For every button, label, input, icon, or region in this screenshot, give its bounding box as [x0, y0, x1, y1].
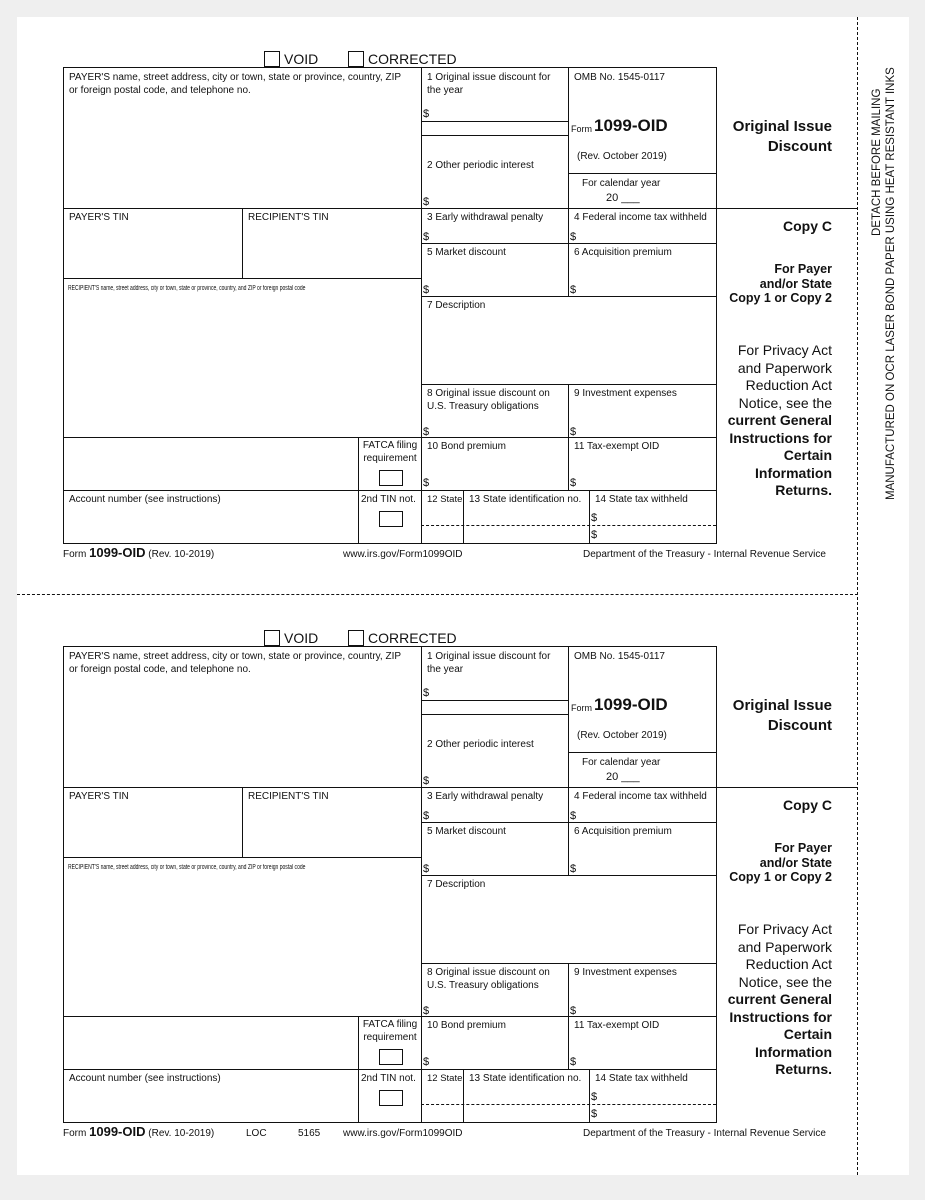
box5-dollar: $ [423, 284, 430, 296]
void-checkbox[interactable] [264, 51, 280, 67]
calendar-year-label: For calendar year [582, 757, 661, 768]
box2-dollar: $ [423, 775, 430, 787]
corrected-label: CORRECTED [368, 630, 457, 646]
payer-tin-label: PAYER'S TIN [69, 791, 129, 802]
copy-label: Copy C [783, 218, 832, 234]
recipient-name-field[interactable] [64, 296, 420, 436]
payer-tin-label: PAYER'S TIN [69, 212, 129, 223]
for-payer-line3: Copy 1 or Copy 2 [729, 870, 832, 884]
form-title-line2: Discount [767, 138, 832, 155]
box9-label: 9 Investment expenses [574, 967, 677, 978]
footer-form-name: 1099-OID [89, 545, 146, 560]
form-1099-oid-top [0, 50, 925, 570]
footer-form-prefix: Form [63, 1128, 87, 1139]
box14-dollar-1: $ [591, 512, 598, 524]
box14-dollar-2: $ [591, 1108, 598, 1120]
footer-url: www.irs.gov/Form1099OID [343, 1128, 463, 1139]
footer-url: www.irs.gov/Form1099OID [343, 549, 463, 560]
privacy-line7: Certain [783, 447, 832, 463]
calendar-year-field[interactable]: 20 ___ [606, 771, 640, 783]
box2-label: 2 Other periodic interest [427, 160, 534, 171]
recipient-tin-label: RECIPIENT'S TIN [248, 791, 329, 802]
box11-label: 11 Tax-exempt OID [574, 441, 660, 452]
privacy-line6: Instructions for [729, 429, 832, 446]
fatca-checkbox[interactable] [379, 1049, 403, 1065]
box10-label: 10 Bond premium [427, 1020, 506, 1031]
form-revision: (Rev. October 2019) [577, 151, 667, 162]
box7-label: 7 Description [427, 300, 486, 311]
footer-form-prefix: Form [63, 549, 87, 560]
form-prefix: Form [571, 124, 592, 134]
privacy-line9: Returns. [775, 1061, 832, 1077]
box5-dollar: $ [423, 863, 430, 875]
box2-field[interactable] [432, 190, 567, 207]
form-title-line1: Original Issue [732, 118, 832, 135]
fatca-label: FATCA filing requirement [362, 440, 418, 464]
box1-label: 1 Original issue discount for the year [427, 651, 551, 675]
box5-label: 5 Market discount [427, 247, 506, 258]
footer-revision: (Rev. 10-2019) [148, 549, 215, 560]
omb-number: OMB No. 1545-0117 [574, 651, 665, 662]
box3-dollar: $ [423, 810, 430, 822]
privacy-line3: Reduction Act [745, 956, 832, 972]
box3-label: 3 Early withdrawal penalty [427, 212, 544, 223]
form-title [700, 118, 832, 156]
privacy-line5: current General [727, 991, 832, 1007]
account-number-field[interactable] [64, 1086, 357, 1121]
box8-label: 8 Original issue discount on U.S. Treasury obligations [427, 967, 550, 991]
form-title-line2: Discount [767, 717, 832, 734]
box9-label: 9 Investment expenses [574, 388, 677, 399]
recipient-tin-field[interactable] [243, 225, 420, 277]
form-name: 1099-OID [594, 695, 668, 714]
box13-label: 13 State identification no. [469, 494, 582, 505]
void-label: VOID [284, 51, 319, 67]
box1-field[interactable] [432, 102, 567, 120]
privacy-line2: and Paperwork [737, 359, 832, 376]
box14-dollar-2: $ [591, 529, 598, 541]
recipient-tin-label: RECIPIENT'S TIN [248, 212, 329, 223]
for-payer-note [700, 262, 832, 306]
box2-field[interactable] [432, 769, 567, 786]
privacy-line6: Instructions for [729, 1008, 832, 1025]
box3-dollar: $ [423, 231, 430, 243]
box10-dollar: $ [423, 477, 430, 489]
account-number-field[interactable] [64, 507, 357, 542]
calendar-year-field[interactable]: 20 ___ [606, 192, 640, 204]
form-title [700, 697, 832, 735]
box1-label: 1 Original issue discount for the year [427, 72, 551, 96]
footer-loc: LOC [246, 1128, 267, 1139]
box5-label: 5 Market discount [427, 826, 506, 837]
form-revision: (Rev. October 2019) [577, 730, 667, 741]
second-tin-label: 2nd TIN not. [361, 1073, 416, 1084]
detach-before-mailing-text: DETACH BEFORE MAILING [871, 88, 883, 236]
form-prefix: Form [571, 703, 592, 713]
box1-field[interactable] [432, 681, 567, 699]
payer-name-field[interactable] [64, 679, 420, 786]
form-name: 1099-OID [594, 116, 668, 135]
void-checkbox[interactable] [264, 630, 280, 646]
box7-field[interactable] [422, 313, 715, 383]
box4-dollar: $ [570, 810, 577, 822]
box4-dollar: $ [570, 231, 577, 243]
privacy-line1: For Privacy Act [737, 921, 832, 937]
payer-name-label: PAYER'S name, street address, city or town, state or province, country, ZIP or foreign postal code, and telephone no. [69, 72, 401, 96]
privacy-line4: Notice, see the [738, 394, 832, 411]
payer-name-field[interactable] [64, 100, 420, 207]
privacy-line2: and Paperwork [737, 938, 832, 955]
manufacturer-note-text: MANUFACTURED ON OCR LASER BOND PAPER USING HEAT RESISTANT INKS [885, 67, 897, 500]
box6-label: 6 Acquisition premium [574, 247, 672, 258]
corrected-label: CORRECTED [368, 51, 457, 67]
footer-form-id [63, 546, 214, 562]
privacy-line9: Returns. [775, 482, 832, 498]
box8-label: 8 Original issue discount on U.S. Treasury obligations [427, 388, 550, 412]
box10-label: 10 Bond premium [427, 441, 506, 452]
corrected-checkbox[interactable] [348, 630, 364, 646]
privacy-notice [690, 342, 832, 500]
privacy-notice [690, 921, 832, 1079]
privacy-line8: Information [755, 1043, 832, 1060]
footer-form-id [63, 1125, 214, 1141]
box8-dollar: $ [423, 426, 430, 438]
box11-label: 11 Tax-exempt OID [574, 1020, 660, 1031]
omb-number: OMB No. 1545-0117 [574, 72, 665, 83]
privacy-line5: current General [727, 412, 832, 428]
footer-department: Department of the Treasury - Internal Revenue Service [583, 549, 826, 560]
for-payer-line1: For Payer [774, 841, 832, 855]
privacy-line4: Notice, see the [738, 973, 832, 990]
fatca-checkbox[interactable] [379, 470, 403, 486]
box6-dollar: $ [570, 863, 577, 875]
box11-dollar: $ [570, 477, 577, 489]
recipient-tin-field[interactable] [243, 804, 420, 856]
payer-tin-field[interactable] [64, 225, 241, 277]
privacy-line1: For Privacy Act [737, 342, 832, 358]
box1-dollar: $ [423, 108, 430, 120]
second-tin-checkbox[interactable] [379, 511, 403, 527]
payer-tin-field[interactable] [64, 804, 241, 856]
box12-label: 12 State [427, 1073, 463, 1084]
account-number-label: Account number (see instructions) [69, 1073, 221, 1084]
form-title-line1: Original Issue [732, 697, 832, 714]
box3-label: 3 Early withdrawal penalty [427, 791, 544, 802]
box14-dollar-1: $ [591, 1091, 598, 1103]
for-payer-line1: For Payer [774, 262, 832, 276]
box2-label: 2 Other periodic interest [427, 739, 534, 750]
form-1099-oid-bottom [0, 629, 925, 1149]
box7-field[interactable] [422, 892, 715, 962]
copy-label: Copy C [783, 797, 832, 813]
footer-number: 5165 [298, 1128, 321, 1139]
box6-label: 6 Acquisition premium [574, 826, 672, 837]
void-label: VOID [284, 630, 319, 646]
box6-dollar: $ [570, 284, 577, 296]
corrected-checkbox[interactable] [348, 51, 364, 67]
box8-dollar: $ [423, 1005, 430, 1017]
footer-revision: (Rev. 10-2019) [148, 1128, 215, 1139]
account-number-label: Account number (see instructions) [69, 494, 221, 505]
box14-label: 14 State tax withheld [595, 1073, 688, 1084]
box12-label: 12 State [427, 494, 463, 505]
for-payer-line2: and/or State [759, 276, 832, 291]
privacy-line8: Information [755, 464, 832, 481]
for-payer-line2: and/or State [759, 855, 832, 870]
second-tin-checkbox[interactable] [379, 1090, 403, 1106]
fatca-label: FATCA filing requirement [362, 1019, 418, 1043]
box11-dollar: $ [570, 1056, 577, 1068]
box14-label: 14 State tax withheld [595, 494, 688, 505]
payer-name-label: PAYER'S name, street address, city or town, state or province, country, ZIP or foreign postal code, and telephone no. [69, 651, 401, 675]
box4-label: 4 Federal income tax withheld [574, 212, 707, 223]
footer-department: Department of the Treasury - Internal Revenue Service [583, 1128, 826, 1139]
recipient-name-label: RECIPIENT'S name, street address, city or town, state or province, country, and ZIP or foreign postal code [68, 864, 306, 871]
box4-label: 4 Federal income tax withheld [574, 791, 707, 802]
recipient-name-label: RECIPIENT'S name, street address, city or town, state or province, country, and ZIP or foreign postal code [68, 285, 306, 292]
calendar-year-label: For calendar year [582, 178, 661, 189]
box9-dollar: $ [570, 426, 577, 438]
privacy-line3: Reduction Act [745, 377, 832, 393]
box2-dollar: $ [423, 196, 430, 208]
for-payer-note [700, 841, 832, 885]
second-tin-label: 2nd TIN not. [361, 494, 416, 505]
horizontal-perforation [17, 594, 858, 595]
box7-label: 7 Description [427, 879, 486, 890]
box13-label: 13 State identification no. [469, 1073, 582, 1084]
recipient-name-field[interactable] [64, 875, 420, 1015]
footer-form-name: 1099-OID [89, 1124, 146, 1139]
box9-dollar: $ [570, 1005, 577, 1017]
for-payer-line3: Copy 1 or Copy 2 [729, 291, 832, 305]
privacy-line7: Certain [783, 1026, 832, 1042]
box10-dollar: $ [423, 1056, 430, 1068]
box1-dollar: $ [423, 687, 430, 699]
